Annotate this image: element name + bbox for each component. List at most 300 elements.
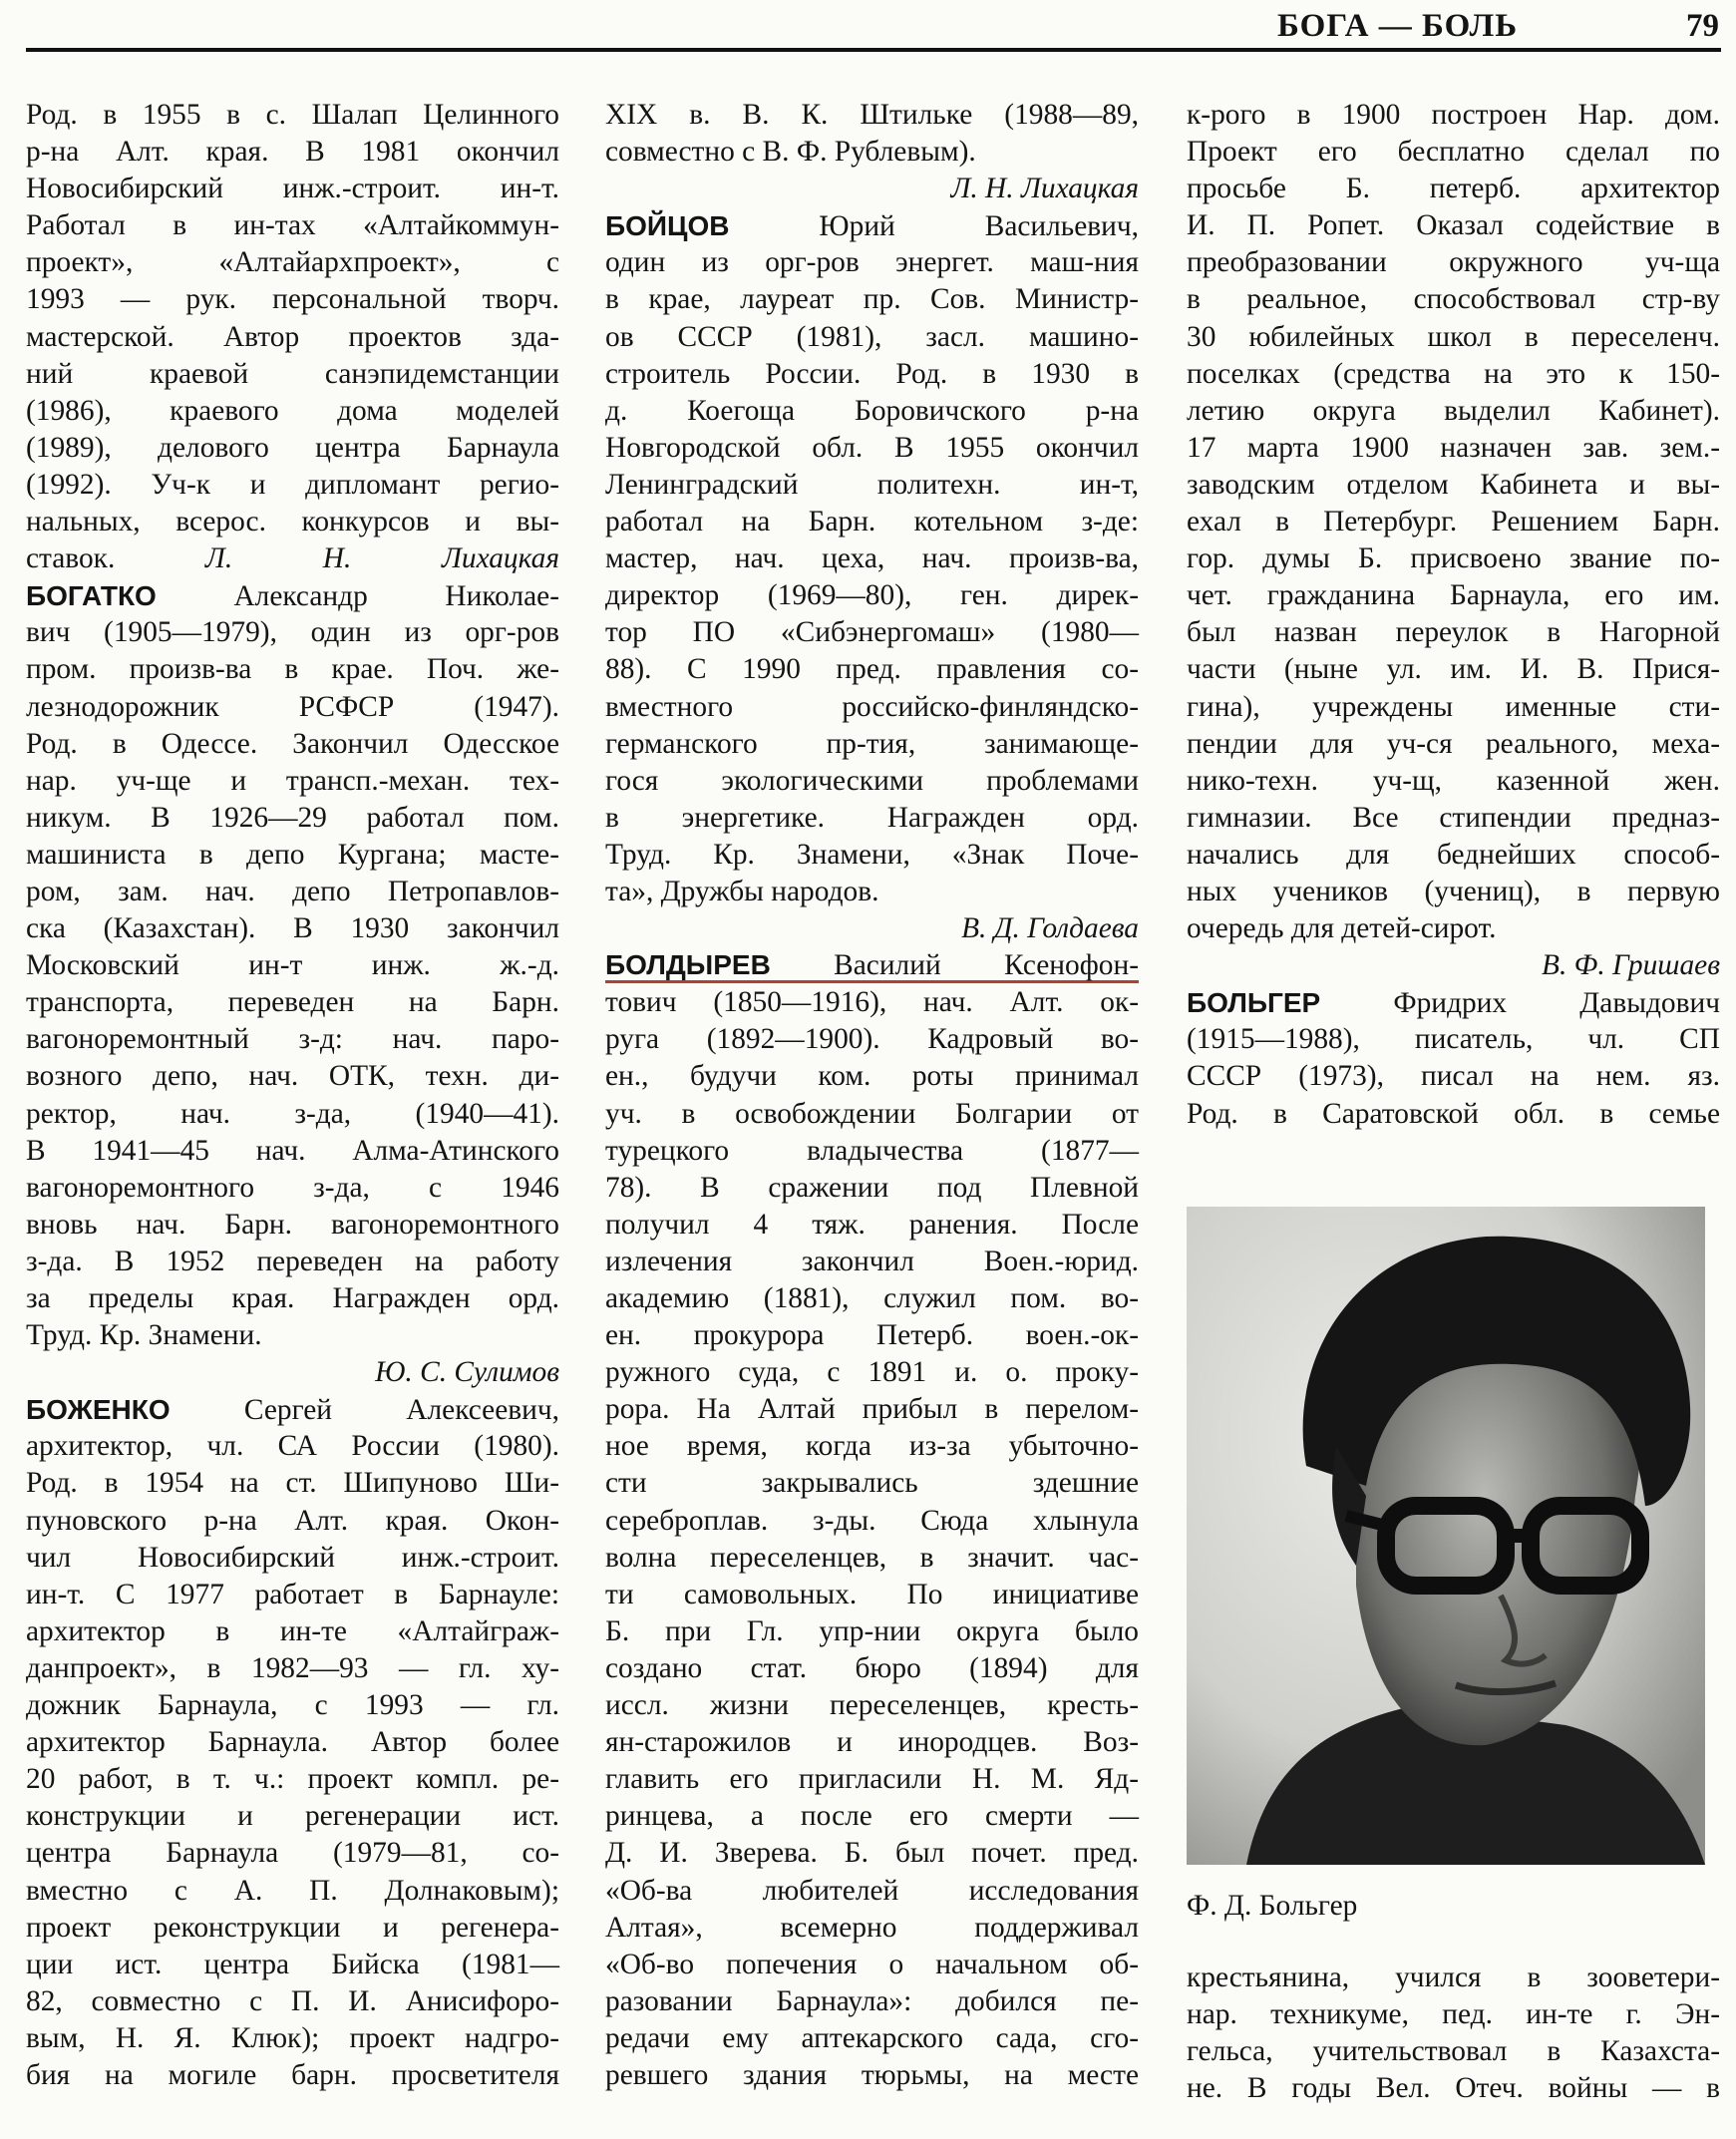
line-text: пуновского р-на Алт. края. Окон- (26, 1504, 559, 1537)
line-text: 78). В сражении под Плевной (605, 1171, 1139, 1204)
line-content (26, 1135, 559, 1167)
text-column-2 (605, 97, 1139, 2094)
line-content (26, 209, 559, 241)
line-text: крестьянина, учился в зооветери- (1187, 1961, 1720, 1993)
text-line (26, 837, 559, 874)
text-line (26, 319, 559, 356)
text-line (605, 207, 1139, 244)
line-text: «Об-ва любителей исследования (605, 1874, 1139, 1907)
text-line (605, 1947, 1139, 1983)
text-line (605, 2057, 1139, 2094)
line-text: проект», «Алтайархпроект», с (26, 246, 559, 279)
text-line (1187, 984, 1720, 1021)
line-text: вместного российско-финляндско- (605, 690, 1139, 723)
line-text: ных учеников (учениц), в первую (1187, 875, 1720, 907)
photo-caption: Ф. Д. Больгер (1187, 1890, 1358, 1922)
line-text: гина), учреждены именные сти- (1187, 690, 1720, 723)
line-content (1187, 765, 1720, 797)
line-content (1187, 246, 1720, 278)
line-text: никум. В 1926—29 работал пом. (26, 801, 559, 834)
text-column-1 (26, 97, 559, 2094)
line-content (605, 1912, 1139, 1944)
text-line (26, 1170, 559, 1207)
line-content (26, 506, 559, 537)
line-content (605, 839, 1139, 871)
line-content (605, 136, 976, 168)
line-content (605, 1579, 1139, 1610)
text-line (605, 1798, 1139, 1835)
line-text: мастер, нач. цеха, нач. произв-ва, (605, 542, 1139, 575)
line-content (26, 802, 559, 834)
text-line (26, 1947, 559, 1983)
text-line (26, 1873, 559, 1910)
text-line (1187, 1096, 1720, 1133)
text-line (26, 1835, 559, 1872)
line-content (605, 986, 1139, 1018)
line-content (26, 321, 559, 353)
line-text: нар. техникуме, пед. ин-те г. Эн- (1187, 1998, 1720, 2031)
line-content (1187, 839, 1720, 871)
line-content (605, 283, 1139, 315)
line-content (605, 1098, 1139, 1130)
text-line (605, 1058, 1139, 1095)
text-line (1187, 1058, 1720, 1095)
line-content (26, 839, 559, 871)
text-line (605, 1465, 1139, 1502)
line-text: архитектор Барнаула. Автор более (26, 1726, 559, 1759)
text-line (1187, 319, 1720, 356)
line-text: в реальное, способствовал стр-ву (1187, 283, 1720, 316)
text-line (605, 244, 1139, 281)
line-content (605, 1542, 1139, 1574)
line-text: XIX в. В. К. Штильке (1988—89, (605, 99, 1139, 131)
line-content (605, 2059, 1139, 2091)
author-signature: Л. Н. Лихацкая (204, 542, 559, 575)
line-content (26, 99, 559, 131)
text-line (26, 356, 559, 393)
text-column-3 (1187, 97, 1720, 1133)
line-text: архитектор в ин-те «Алтайграж- (26, 1614, 559, 1647)
line-text: гимназии. Все стипендии предназ- (1187, 801, 1720, 834)
line-text: Юрий Васильевич, (729, 210, 1139, 243)
text-line (605, 430, 1139, 467)
line-text: работал на Барн. котельном з-де: (605, 506, 1139, 538)
line-content (605, 1393, 1139, 1425)
line-content (26, 1505, 559, 1537)
line-content (26, 246, 559, 278)
line-text: Род. в Одессе. Закончил Одесское (26, 727, 559, 760)
text-line (26, 651, 559, 688)
line-text: сереброплав. з-ды. Сюда хлынула (605, 1504, 1139, 1537)
line-content (1187, 173, 1720, 204)
line-text: ов СССР (1981), засл. машино- (605, 320, 1139, 353)
line-text: 30 юбилейных школ в переселенч. (1187, 320, 1720, 353)
text-line (26, 1540, 559, 1577)
line-text: ен. прокурора Петерб. воен.-ок- (605, 1319, 1139, 1352)
text-line (26, 281, 559, 318)
text-line (1187, 614, 1720, 651)
line-content (605, 579, 1139, 611)
header-rule (26, 48, 1721, 52)
text-line (26, 1910, 559, 1947)
line-text: вич (1905—1979), один из орг-ров (26, 616, 559, 649)
text-line (26, 726, 559, 763)
line-content (26, 469, 559, 501)
text-line (26, 800, 559, 837)
text-column-3-continued (1187, 1960, 1720, 2107)
line-text: строитель России. Род. в 1930 в (605, 357, 1139, 390)
line-content (605, 1652, 1139, 1684)
line-content (605, 1282, 1139, 1314)
line-text: центра Барнаула (1979—81, со- (26, 1837, 559, 1870)
line-content (605, 691, 1139, 723)
line-text: получил 4 тяж. ранения. После (605, 1208, 1139, 1241)
line-content (26, 580, 559, 612)
line-text: Д. И. Зверева. Б. был почет. пред. (605, 1837, 1139, 1870)
line-content (605, 1837, 1139, 1869)
text-line (605, 577, 1139, 614)
line-text: начались для беднейших способ- (1187, 838, 1720, 871)
text-line (605, 1873, 1139, 1910)
line-text: Проект его бесплатно сделал по (1187, 136, 1720, 169)
text-line (605, 1724, 1139, 1761)
text-line (26, 1724, 559, 1761)
text-line (605, 467, 1139, 504)
line-content (26, 1579, 559, 1610)
line-content (605, 395, 1139, 427)
author-signature: В. Ф. Гришаев (1542, 949, 1720, 982)
line-content (1187, 802, 1720, 834)
text-line (1187, 356, 1720, 393)
text-line (1187, 540, 1720, 577)
line-content (26, 1726, 559, 1758)
text-line (1187, 281, 1720, 318)
line-content (605, 1023, 1139, 1055)
line-content (1187, 1998, 1720, 2030)
line-text: германского пр-тия, занимающе- (605, 727, 1139, 760)
line-text: пром. произв-ва в крае. Поч. же- (26, 653, 559, 686)
line-content (605, 1689, 1139, 1721)
line-text: Василий Ксенофон- (770, 949, 1139, 982)
line-text: Фридрих Давыдович (1320, 987, 1720, 1020)
line-text: дожник Барнаула, с 1993 — гл. (26, 1689, 559, 1722)
line-text: ректор, нач. з-да, (1940—41). (26, 1097, 559, 1130)
line-content (26, 986, 559, 1018)
text-line (605, 1207, 1139, 1244)
line-text: В 1941—45 нач. Алма-Атинского (26, 1134, 559, 1167)
line-content (1187, 432, 1720, 464)
line-content (605, 802, 1139, 834)
line-content (1187, 358, 1720, 390)
text-line (26, 1133, 559, 1170)
line-content (26, 1060, 559, 1092)
line-text: Род. в 1954 на ст. Шипуново Ши- (26, 1467, 559, 1500)
line-content (26, 728, 559, 760)
line-text: ен., будучи ком. роты принимал (605, 1060, 1139, 1093)
text-line (26, 1503, 559, 1540)
line-text: 88). С 1990 пред. правления со- (605, 653, 1139, 686)
portrait-image (1187, 1207, 1705, 1865)
line-content (26, 1949, 559, 1980)
line-content (26, 1430, 559, 1462)
line-text: тор ПО «Сибэнергомаш» (1980— (605, 616, 1139, 649)
line-text: ний краевой санэпидемстанции (26, 357, 559, 390)
line-text: транспорта, переведен на Барн. (26, 986, 559, 1019)
line-text: пендии для уч-ся реального, меха- (1187, 727, 1720, 760)
text-line (26, 1613, 559, 1650)
text-line (605, 763, 1139, 800)
text-line (605, 689, 1139, 726)
line-text: машиниста в депо Кургана; масте- (26, 838, 559, 871)
line-text: совместно с В. Ф. Рублевым). (605, 136, 976, 169)
line-content (26, 2022, 559, 2054)
text-line (26, 207, 559, 244)
line-content (605, 1319, 1139, 1351)
line-text: возного депо, нач. ОТК, техн. ди- (26, 1060, 559, 1093)
line-content (1187, 506, 1720, 537)
running-head: БОГА — БОЛЬ (1277, 8, 1519, 44)
line-content (1187, 1023, 1720, 1055)
line-content (605, 246, 1139, 278)
line-content (605, 1135, 1139, 1167)
line-content (26, 691, 559, 723)
line-content (605, 616, 1139, 648)
text-line (605, 1096, 1139, 1133)
line-text: волна переселенцев, в значит. час- (605, 1541, 1139, 1574)
line-text: нар. уч-ще и трансп.-механ. тех- (26, 764, 559, 797)
line-text: редачи ему аптекарского сада, сго- (605, 2021, 1139, 2054)
line-text: конструкции и регенерации ист. (26, 1800, 559, 1833)
line-content (26, 1875, 559, 1907)
line-text: турецкого владычества (1877— (605, 1134, 1139, 1167)
line-text: к-рого в 1900 построен Нар. дом. (1187, 99, 1720, 131)
text-line (26, 1798, 559, 1835)
text-line (1187, 504, 1720, 540)
line-content (605, 469, 1139, 501)
line-text: (1989), делового центра Барнаула (26, 431, 559, 464)
line-content (26, 1098, 559, 1130)
line-content (605, 1985, 1139, 2017)
line-text: Московский ин-т инж. ж.-д. (26, 949, 559, 982)
line-text: главить его пригласили Н. М. Яд- (605, 1763, 1139, 1796)
text-line (1187, 874, 1720, 910)
line-text: нальных, всерос. конкурсов и вы- (26, 506, 559, 538)
text-line (605, 800, 1139, 837)
line-text: Александр Николае- (156, 580, 559, 613)
text-line (605, 651, 1139, 688)
line-text: тович (1850—1916), нач. Алт. ок- (605, 986, 1139, 1019)
line-content (605, 1949, 1139, 1980)
line-text: Род. в Саратовской обл. в семье (1187, 1097, 1720, 1130)
line-content (605, 432, 1139, 464)
line-content (1187, 579, 1720, 611)
text-line (1187, 467, 1720, 504)
line-content (605, 1209, 1139, 1241)
text-line (1187, 207, 1720, 244)
line-text: руга (1892—1900). Кадровый во- (605, 1023, 1139, 1056)
line-content (26, 1394, 559, 1426)
page-header (26, 0, 1721, 56)
line-content (26, 1467, 559, 1499)
text-line (26, 1207, 559, 1244)
line-content (605, 1060, 1139, 1092)
text-line (26, 1021, 559, 1058)
line-content (605, 321, 1139, 353)
text-line (605, 1280, 1139, 1317)
line-content (1187, 1060, 1720, 1092)
text-line (26, 689, 559, 726)
entry-headword: БОЙЦОВ (605, 210, 730, 242)
line-text: архитектор, чл. СА России (1980). (26, 1430, 559, 1463)
line-content (605, 765, 1139, 797)
text-line (26, 1058, 559, 1095)
text-line (605, 1835, 1139, 1872)
line-content (605, 1800, 1139, 1832)
line-text: нико-техн. уч-щ, казенной жен. (1187, 764, 1720, 797)
text-line (605, 1354, 1139, 1391)
page-number: 79 (1686, 8, 1719, 44)
line-text: директор (1969—80), ген. дирек- (605, 579, 1139, 612)
line-text: р-на Алт. края. В 1981 окончил (26, 136, 559, 169)
line-text: Новгородской обл. В 1955 окончил (605, 431, 1139, 464)
text-line (26, 1983, 559, 2020)
line-text: рора. На Алтай прибыл в перелом- (605, 1393, 1139, 1426)
line-text: Труд. Кр. Знамени. (26, 1319, 262, 1352)
line-text: СССР (1973), писал на нем. яз. (1187, 1060, 1720, 1093)
line-text: Труд. Кр. Знамени, «Знак Поче- (605, 838, 1139, 871)
text-line (26, 2057, 559, 2094)
text-line (1187, 171, 1720, 207)
line-text: преобразовании окружного уч-ща (1187, 246, 1720, 279)
text-line (605, 356, 1139, 393)
line-content (605, 1505, 1139, 1537)
line-content (26, 1652, 559, 1684)
line-content (1187, 469, 1720, 501)
text-line (605, 1428, 1139, 1465)
line-text: в крае, лауреат пр. Сов. Министр- (605, 283, 1139, 316)
text-line (605, 1577, 1139, 1613)
text-line (1187, 1021, 1720, 1058)
line-content (26, 1615, 559, 1647)
text-line (1187, 134, 1720, 171)
line-text: з-да. В 1952 переведен на работу (26, 1245, 559, 1277)
text-line (26, 1761, 559, 1798)
line-content (605, 358, 1139, 390)
line-text: бия на могиле барн. просветителя (26, 2058, 559, 2091)
line-text: данпроект», в 1982—93 — гл. ху- (26, 1651, 559, 1684)
line-text: просьбе Б. петерб. архитектор (1187, 173, 1720, 205)
text-line (26, 1465, 559, 1502)
line-text: 1993 — рук. персональной творч. (26, 283, 559, 316)
text-line (26, 1096, 559, 1133)
line-content (1187, 653, 1720, 685)
line-content (605, 210, 1139, 242)
line-text: заводским отделом Кабинета и вы- (1187, 468, 1720, 501)
text-line (605, 1650, 1139, 1687)
line-text: гося экологическими проблемами (605, 764, 1139, 797)
line-text: поселках (средства на это к 150- (1187, 357, 1720, 390)
line-content (26, 1912, 559, 1944)
line-content (26, 283, 559, 315)
line-content (26, 949, 559, 981)
text-line (605, 1503, 1139, 1540)
line-content (26, 1542, 559, 1574)
line-text: гор. думы Б. присвоено звание по- (1187, 542, 1720, 575)
line-text: 17 марта 1900 назначен зав. зем.- (1187, 431, 1720, 464)
text-line (26, 1280, 559, 1317)
line-text: вместно с А. П. Долнаковым); (26, 1874, 559, 1907)
text-line (26, 467, 559, 504)
line-content (1187, 2072, 1720, 2104)
line-text: очередь для детей-сирот. (1187, 912, 1497, 945)
line-content (26, 1246, 559, 1277)
line-text: за пределы края. Награжден орд. (26, 1282, 559, 1314)
line-content (26, 395, 559, 427)
line-text: гельса, учительствовал в Казахста- (1187, 2035, 1720, 2068)
line-content (1187, 136, 1720, 168)
text-line (1187, 837, 1720, 874)
line-content (605, 1615, 1139, 1647)
text-line (1187, 763, 1720, 800)
line-text: 82, совместно с П. И. Анисифоро- (26, 1984, 559, 2017)
line-content (605, 653, 1139, 685)
text-line (605, 984, 1139, 1021)
line-content (26, 358, 559, 390)
text-line (1187, 430, 1720, 467)
text-line (605, 1391, 1139, 1428)
line-content (26, 2059, 559, 2091)
text-line (26, 393, 559, 430)
line-text: д. Коегоща Боровичского р-на (605, 394, 1139, 427)
line-text: Работал в ин-тах «Алтайкоммун- (26, 209, 559, 242)
text-line (1187, 2070, 1720, 2107)
entry-headword: БОЛДЫРЕВ (605, 949, 771, 981)
text-line (605, 837, 1139, 874)
line-content (605, 1726, 1139, 1758)
line-content (26, 765, 559, 797)
line-content (1187, 542, 1720, 574)
line-content (26, 1282, 559, 1314)
line-text: академию (1881), служил пом. во- (605, 1282, 1139, 1314)
line-content (26, 1763, 559, 1795)
line-text: ружного суда, с 1891 и. о. проку- (605, 1356, 1139, 1389)
line-text: ян-старожилов и инородцев. Воз- (605, 1726, 1139, 1759)
text-line (1187, 910, 1720, 947)
line-text: ное время, когда из-за убыточно- (605, 1430, 1139, 1463)
portrait-photo (1187, 1207, 1705, 1865)
text-line (26, 763, 559, 800)
line-content (605, 1246, 1139, 1277)
line-text: Новосибирский инж.-строит. ин-т. (26, 173, 559, 205)
text-line (1187, 800, 1720, 837)
text-line (26, 947, 559, 984)
entry-headword: БОЛЬГЕР (1187, 987, 1321, 1019)
line-content (26, 616, 559, 648)
text-line (26, 1577, 559, 1613)
text-line (605, 1687, 1139, 1724)
line-content (26, 1800, 559, 1832)
line-content (26, 1172, 559, 1204)
text-line (26, 910, 559, 947)
text-line (26, 1244, 559, 1280)
line-content (605, 1763, 1139, 1795)
author-signature: Ю. С. Сулимов (375, 1356, 559, 1389)
line-content (26, 912, 559, 944)
line-content (605, 1172, 1139, 1204)
text-line (605, 874, 1139, 910)
line-text: ти самовольных. По инициативе (605, 1578, 1139, 1610)
line-text: части (ныне ул. им. И. В. Прися- (1187, 653, 1720, 686)
